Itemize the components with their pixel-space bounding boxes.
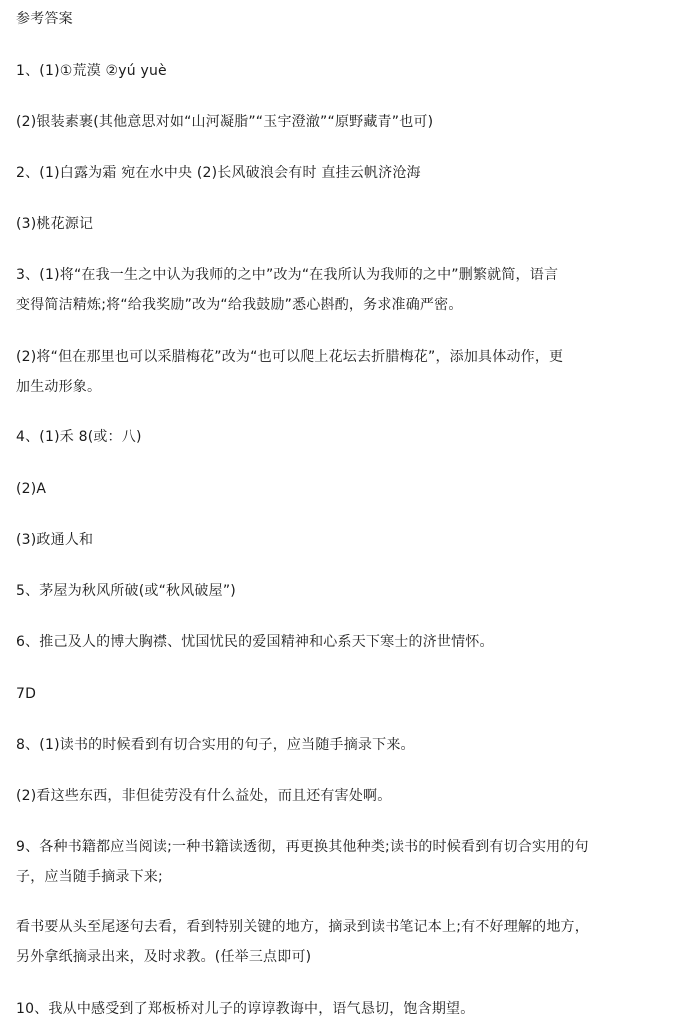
- answer-9-line-4: 另外拿纸摘录出来，及时求教。(任举三点即可): [16, 949, 312, 965]
- answer-1-part-1: 1、(1)①荒漠 ②yú yuè: [16, 63, 167, 79]
- answer-4-part-1: 4、(1)禾 8(或：八): [16, 429, 142, 445]
- answer-5: 5、茅屋为秋风所破(或“秋风破屋”): [16, 583, 236, 599]
- answer-7: 7D: [16, 686, 37, 702]
- answer-1-part-2: (2)银装素裹(其他意思对如“山河凝脂”“玉宇澄澈”“原野藏青”也可): [16, 114, 434, 130]
- answer-4-part-3: (3)政通人和: [16, 532, 94, 548]
- answer-9-line-3: 看书要从头至尾逐句去看，看到特别关键的地方，摘录到读书笔记本上;有不好理解的地方，: [16, 919, 589, 935]
- answer-9-line-2: 子，应当随手摘录下来;: [16, 869, 163, 885]
- answer-6: 6、推己及人的博大胸襟、忧国忧民的爱国精神和心系天下寒士的济世情怀。: [16, 634, 494, 650]
- answer-3-part-2-line-2: 加生动形象。: [16, 379, 102, 395]
- answer-2-part-3: (3)桃花源记: [16, 216, 94, 232]
- answer-8-part-1: 8、(1)读书的时候看到有切合实用的句子，应当随手摘录下来。: [16, 737, 415, 753]
- answer-10: 10、我从中感受到了郑板桥对儿子的谆谆教诲中，语气恳切，饱含期望。: [16, 1001, 475, 1017]
- answer-8-part-2: (2)看这些东西，非但徒劳没有什么益处，而且还有害处啊。: [16, 788, 392, 804]
- answer-9-line-1: 9、各种书籍都应当阅读;一种书籍读透彻，再更换其他种类;读书的时候看到有切合实用的句: [16, 839, 589, 855]
- answer-2-part-1-2: 2、(1)白露为霜 宛在水中央 (2)长风破浪会有时 直挂云帆济沧海: [16, 165, 421, 181]
- answer-3-part-1-line-1: 3、(1)将“在我一生之中认为我师的之中”改为“在我所认为我师的之中”删繁就简，语言: [16, 267, 559, 283]
- answer-3-part-2-line-1: (2)将“但在那里也可以采腊梅花”改为“也可以爬上花坛去折腊梅花”，添加具体动作，更: [16, 349, 564, 365]
- answer-4-part-2: (2)A: [16, 481, 47, 497]
- document-title: 参考答案: [16, 11, 73, 27]
- answer-3-part-1-line-2: 变得简洁精炼;将“给我奖励”改为“给我鼓励”悉心斟酌，务求准确严密。: [16, 297, 463, 313]
